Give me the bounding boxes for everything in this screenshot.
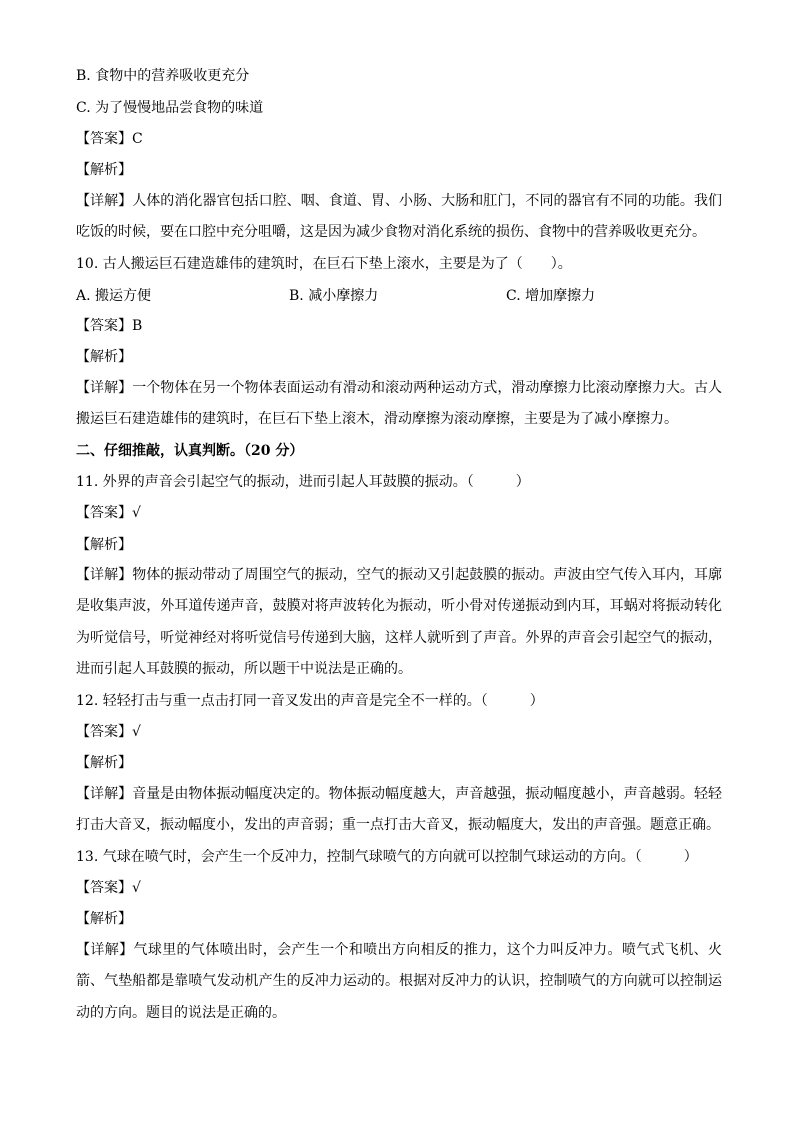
detail-text: 一个物体在另一个物体表面运动有滑动和滚动两种运动方式，滑动摩擦力比滚动摩擦力大。古人搬运巨石建造雄伟的建筑时，在巨石下垫上滚木，滑动摩擦为滚动摩擦，主要是为了减小摩擦力。: [76, 380, 723, 428]
q11-answer: 【答案】√: [76, 505, 141, 521]
detail-text: 物体的振动带动了周围空气的振动，空气的振动又引起鼓膜的振动。声波由空气传入耳内，耳廓是收集声波，外耳道传递声音，鼓膜对将声波转化为振动，听小骨对传递振动到内耳，耳蜗对将振动转化为听觉信号，听觉神经对将听觉信号传递到大脑，这样人就听到了声音。外界的声音会引起空气的振动，进而引起人耳鼓膜的振动，所以题干中说法是正确的。: [76, 567, 723, 678]
q9-option-c: C. 为了慢慢地品尝食物的味道: [76, 100, 264, 116]
section-heading: 二、仔细推敲，认真判断。（20 分）: [76, 443, 304, 459]
q9-analysis-label: 【解析】: [76, 162, 132, 178]
q12-stem: 12. 轻轻打击与重一点击打同一音叉发出的声音是完全不一样的。（ ）: [76, 693, 544, 709]
detail-label: 【详解】: [76, 567, 133, 583]
detail-label: 【详解】: [76, 942, 134, 958]
detail-label: 【详解】: [76, 380, 133, 396]
q13-answer: 【答案】√: [76, 880, 141, 896]
q10-option-b: B. 减小摩擦力: [289, 288, 379, 304]
q9-detail: [76, 186, 722, 249]
q10-detail: [76, 373, 722, 436]
q11-stem: 11. 外界的声音会引起空气的振动，进而引起人耳鼓膜的振动。（ ）: [76, 474, 530, 490]
q12-analysis-label: 【解析】: [76, 755, 132, 771]
detail-label: 【详解】: [76, 193, 133, 209]
q13-analysis-label: 【解析】: [76, 911, 132, 927]
q12-answer: 【答案】√: [76, 724, 141, 740]
q10-analysis-label: 【解析】: [76, 349, 132, 365]
q11-detail: [76, 560, 722, 686]
detail-text: 气球里的气体喷出时，会产生一个和喷出方向相反的推力，这个力叫反冲力。喷气式飞机、火箭、气垫船都是靠喷气发动机产生的反冲力运动的。根据对反冲力的认识，控制喷气的方向就可以控制运动的方向。题目的说法是正确的。: [76, 942, 723, 1021]
q11-analysis-label: 【解析】: [76, 537, 132, 553]
detail-text: 音量是由物体振动幅度决定的。物体振动幅度越大，声音越强，振动幅度越小，声音越弱。轻轻打击大音叉，振动幅度小，发出的声音弱；重一点打击大音叉，振动幅度大，发出的声音强。题意正确。: [76, 786, 723, 834]
q10-stem: 10. 古人搬运巨石建造雄伟的建筑时，在巨石下垫上滚水，主要是为了（ ）。: [76, 256, 572, 272]
q13-stem: 13. 气球在喷气时，会产生一个反冲力，控制气球喷气的方向就可以控制气球运动的方向。（ ）: [76, 849, 698, 865]
q12-detail: [76, 779, 722, 842]
q10-option-a: A. 搬运方便: [76, 288, 152, 304]
q9-option-b: B. 食物中的营养吸收更充分: [76, 68, 250, 84]
q9-answer: 【答案】C: [76, 131, 143, 147]
q13-detail: [76, 935, 722, 1029]
q10-option-c: C. 增加摩擦力: [506, 288, 596, 304]
q10-answer: 【答案】B: [76, 318, 143, 334]
detail-label: 【详解】: [76, 786, 133, 802]
detail-text: 人体的消化器官包括口腔、咽、食道、胃、小肠、大肠和肛门，不同的器官有不同的功能。我们吃饭的时候，要在口腔中充分咀嚼，这是因为减少食物对消化系统的损伤、食物中的营养吸收更充分。: [76, 193, 723, 241]
